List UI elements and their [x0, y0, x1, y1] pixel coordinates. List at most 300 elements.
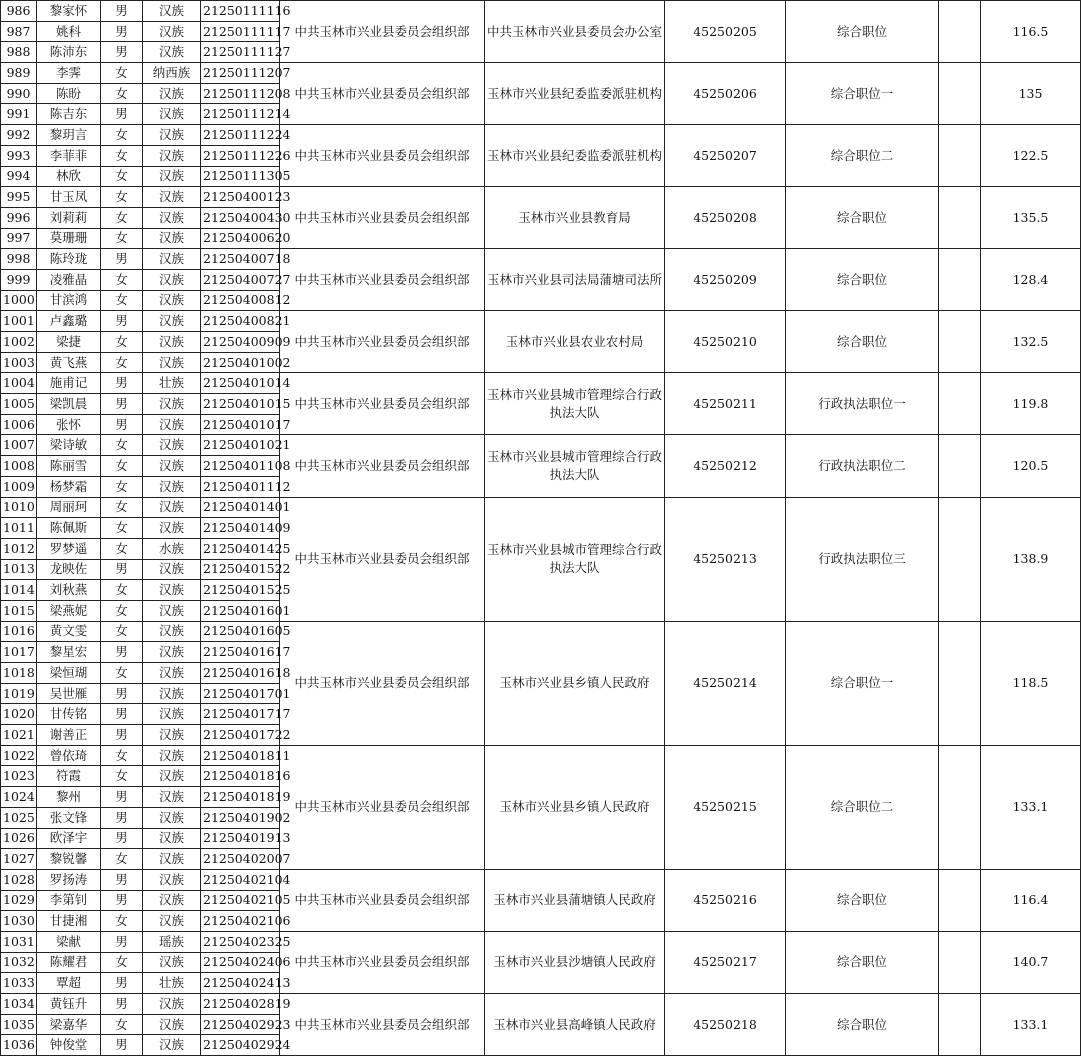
- seq-cell: 1025: [1, 807, 37, 828]
- name-cell: 李菲菲: [37, 145, 101, 166]
- exam-id-cell: 21250111117: [201, 21, 280, 42]
- gender-cell: 女: [101, 952, 143, 973]
- name-cell: 陈佩斯: [37, 518, 101, 539]
- seq-cell: 1015: [1, 600, 37, 621]
- seq-cell: 1002: [1, 332, 37, 353]
- seq-cell: 1027: [1, 849, 37, 870]
- seq-cell: 991: [1, 104, 37, 125]
- name-cell: 钟俊堂: [37, 1035, 101, 1056]
- gender-cell: 男: [101, 787, 143, 808]
- exam-id-cell: 21250401014: [201, 373, 280, 394]
- gender-cell: 男: [101, 869, 143, 890]
- seq-cell: 1000: [1, 290, 37, 311]
- recruiter-cell: 中共玉林市兴业县委员会组织部: [280, 869, 485, 931]
- table-row: [1, 249, 1081, 270]
- min-score-cell: 135: [981, 63, 1081, 125]
- seq-cell: 993: [1, 145, 37, 166]
- employer-cell: 玉林市兴业县城市管理综合行政执法大队: [485, 373, 665, 435]
- table-row: [1, 311, 1081, 332]
- recruiter-cell: 中共玉林市兴业县委员会组织部: [280, 435, 485, 497]
- employer-cell: 玉林市兴业县纪委监委派驻机构: [485, 63, 665, 125]
- seq-cell: 1013: [1, 559, 37, 580]
- name-cell: 罗扬涛: [37, 869, 101, 890]
- ethnicity-cell: 汉族: [143, 559, 201, 580]
- gender-cell: 女: [101, 600, 143, 621]
- position-code-cell: 45250207: [665, 125, 786, 187]
- position-code-cell: 45250206: [665, 63, 786, 125]
- seq-cell: 1018: [1, 663, 37, 684]
- seq-cell: 1020: [1, 704, 37, 725]
- exam-id-cell: 21250401112: [201, 476, 280, 497]
- ethnicity-cell: 汉族: [143, 663, 201, 684]
- position-code-cell: 45250218: [665, 994, 786, 1056]
- name-cell: 龙映佐: [37, 559, 101, 580]
- gender-cell: 女: [101, 290, 143, 311]
- ethnicity-cell: 壮族: [143, 373, 201, 394]
- gender-cell: 女: [101, 663, 143, 684]
- exam-id-cell: 21250401722: [201, 725, 280, 746]
- ethnicity-cell: 汉族: [143, 476, 201, 497]
- remark-cell: [939, 1, 981, 63]
- employer-cell: 玉林市兴业县纪委监委派驻机构: [485, 125, 665, 187]
- ethnicity-cell: 汉族: [143, 683, 201, 704]
- ethnicity-cell: 汉族: [143, 745, 201, 766]
- name-cell: 姚科: [37, 21, 101, 42]
- ethnicity-cell: 汉族: [143, 497, 201, 518]
- gender-cell: 男: [101, 973, 143, 994]
- ethnicity-cell: 汉族: [143, 249, 201, 270]
- gender-cell: 男: [101, 725, 143, 746]
- gender-cell: 男: [101, 683, 143, 704]
- ethnicity-cell: 汉族: [143, 911, 201, 932]
- position-code-cell: 45250217: [665, 931, 786, 993]
- gender-cell: 男: [101, 642, 143, 663]
- position-name-cell: 综合职位: [786, 187, 939, 249]
- ethnicity-cell: 汉族: [143, 807, 201, 828]
- position-code-cell: 45250212: [665, 435, 786, 497]
- ethnicity-cell: 汉族: [143, 435, 201, 456]
- recruiter-cell: 中共玉林市兴业县委员会组织部: [280, 994, 485, 1056]
- seq-cell: 1009: [1, 476, 37, 497]
- gender-cell: 男: [101, 394, 143, 415]
- exam-id-cell: 21250402923: [201, 1014, 280, 1035]
- table-row: [1, 621, 1081, 642]
- table-row: [1, 373, 1081, 394]
- name-cell: 黄飞燕: [37, 352, 101, 373]
- min-score-cell: 135.5: [981, 187, 1081, 249]
- exam-id-cell: 21250111224: [201, 125, 280, 146]
- gender-cell: 女: [101, 1014, 143, 1035]
- exam-id-cell: 21250401409: [201, 518, 280, 539]
- ethnicity-cell: 汉族: [143, 766, 201, 787]
- position-name-cell: 综合职位: [786, 1, 939, 63]
- name-cell: 曾依琦: [37, 745, 101, 766]
- gender-cell: 男: [101, 559, 143, 580]
- gender-cell: 女: [101, 580, 143, 601]
- exam-id-cell: 21250402106: [201, 911, 280, 932]
- name-cell: 刘秋燕: [37, 580, 101, 601]
- remark-cell: [939, 373, 981, 435]
- exam-id-cell: 21250402104: [201, 869, 280, 890]
- position-code-cell: 45250211: [665, 373, 786, 435]
- exam-id-cell: 21250401522: [201, 559, 280, 580]
- ethnicity-cell: 汉族: [143, 621, 201, 642]
- exam-id-cell: 21250401015: [201, 394, 280, 415]
- name-cell: 梁捷: [37, 332, 101, 353]
- position-name-cell: 综合职位二: [786, 125, 939, 187]
- exam-id-cell: 21250401617: [201, 642, 280, 663]
- ethnicity-cell: 汉族: [143, 642, 201, 663]
- position-name-cell: 综合职位二: [786, 745, 939, 869]
- ethnicity-cell: 汉族: [143, 518, 201, 539]
- ethnicity-cell: 汉族: [143, 290, 201, 311]
- exam-id-cell: 21250111208: [201, 83, 280, 104]
- ethnicity-cell: 汉族: [143, 21, 201, 42]
- gender-cell: 女: [101, 352, 143, 373]
- position-code-cell: 45250205: [665, 1, 786, 63]
- exam-id-cell: 21250400430: [201, 207, 280, 228]
- ethnicity-cell: 汉族: [143, 869, 201, 890]
- employer-cell: 玉林市兴业县高峰镇人民政府: [485, 994, 665, 1056]
- name-cell: 梁凯晨: [37, 394, 101, 415]
- name-cell: 刘莉莉: [37, 207, 101, 228]
- exam-id-cell: 21250400821: [201, 311, 280, 332]
- ethnicity-cell: 纳西族: [143, 63, 201, 84]
- recruiter-cell: 中共玉林市兴业县委员会组织部: [280, 621, 485, 745]
- seq-cell: 1028: [1, 869, 37, 890]
- seq-cell: 1001: [1, 311, 37, 332]
- ethnicity-cell: 壮族: [143, 973, 201, 994]
- name-cell: 符霞: [37, 766, 101, 787]
- seq-cell: 1021: [1, 725, 37, 746]
- min-score-cell: 120.5: [981, 435, 1081, 497]
- seq-cell: 992: [1, 125, 37, 146]
- seq-cell: 1007: [1, 435, 37, 456]
- seq-cell: 1004: [1, 373, 37, 394]
- exam-id-cell: 21250400123: [201, 187, 280, 208]
- exam-id-cell: 21250401717: [201, 704, 280, 725]
- ethnicity-cell: 瑶族: [143, 931, 201, 952]
- seq-cell: 1010: [1, 497, 37, 518]
- remark-cell: [939, 931, 981, 993]
- recruiter-cell: 中共玉林市兴业县委员会组织部: [280, 187, 485, 249]
- gender-cell: 男: [101, 704, 143, 725]
- position-name-cell: 综合职位一: [786, 621, 939, 745]
- position-code-cell: 45250213: [665, 497, 786, 621]
- exam-id-cell: 21250402924: [201, 1035, 280, 1056]
- ethnicity-cell: 汉族: [143, 725, 201, 746]
- table-row: [1, 994, 1081, 1015]
- seq-cell: 1011: [1, 518, 37, 539]
- exam-id-cell: 21250401913: [201, 828, 280, 849]
- seq-cell: 989: [1, 63, 37, 84]
- seq-cell: 1036: [1, 1035, 37, 1056]
- position-name-cell: 行政执法职位二: [786, 435, 939, 497]
- remark-cell: [939, 869, 981, 931]
- exam-id-cell: 21250401401: [201, 497, 280, 518]
- gender-cell: 男: [101, 807, 143, 828]
- seq-cell: 1008: [1, 456, 37, 477]
- exam-id-cell: 21250401425: [201, 538, 280, 559]
- ethnicity-cell: 汉族: [143, 828, 201, 849]
- min-score-cell: 133.1: [981, 745, 1081, 869]
- table-row: [1, 1, 1081, 22]
- name-cell: 吴世雁: [37, 683, 101, 704]
- seq-cell: 994: [1, 166, 37, 187]
- name-cell: 黎家怀: [37, 1, 101, 22]
- name-cell: 凌雅晶: [37, 269, 101, 290]
- ethnicity-cell: 汉族: [143, 42, 201, 63]
- exam-id-cell: 21250402819: [201, 994, 280, 1015]
- position-code-cell: 45250214: [665, 621, 786, 745]
- position-code-cell: 45250216: [665, 869, 786, 931]
- gender-cell: 女: [101, 83, 143, 104]
- seq-cell: 1031: [1, 931, 37, 952]
- name-cell: 梁献: [37, 931, 101, 952]
- remark-cell: [939, 311, 981, 373]
- gender-cell: 女: [101, 145, 143, 166]
- ethnicity-cell: 汉族: [143, 600, 201, 621]
- ethnicity-cell: 汉族: [143, 332, 201, 353]
- name-cell: 甘玉凤: [37, 187, 101, 208]
- exam-id-cell: 21250401811: [201, 745, 280, 766]
- gender-cell: 男: [101, 1, 143, 22]
- exam-id-cell: 21250402413: [201, 973, 280, 994]
- seq-cell: 1026: [1, 828, 37, 849]
- ethnicity-cell: 汉族: [143, 1014, 201, 1035]
- ethnicity-cell: 汉族: [143, 890, 201, 911]
- ethnicity-cell: 汉族: [143, 952, 201, 973]
- gender-cell: 女: [101, 166, 143, 187]
- position-name-cell: 综合职位: [786, 994, 939, 1056]
- ethnicity-cell: 汉族: [143, 456, 201, 477]
- ethnicity-cell: 汉族: [143, 787, 201, 808]
- position-name-cell: 综合职位: [786, 249, 939, 311]
- gender-cell: 男: [101, 104, 143, 125]
- employer-cell: 玉林市兴业县城市管理综合行政执法大队: [485, 435, 665, 497]
- name-cell: 陈盼: [37, 83, 101, 104]
- ethnicity-cell: 汉族: [143, 352, 201, 373]
- seq-cell: 1005: [1, 394, 37, 415]
- recruiter-cell: 中共玉林市兴业县委员会组织部: [280, 125, 485, 187]
- employer-cell: 玉林市兴业县乡镇人民政府: [485, 621, 665, 745]
- seq-cell: 1006: [1, 414, 37, 435]
- name-cell: 黎锐馨: [37, 849, 101, 870]
- name-cell: 杨梦霜: [37, 476, 101, 497]
- recruiter-cell: 中共玉林市兴业县委员会组织部: [280, 311, 485, 373]
- recruiter-cell: 中共玉林市兴业县委员会组织部: [280, 63, 485, 125]
- seq-cell: 1030: [1, 911, 37, 932]
- remark-cell: [939, 125, 981, 187]
- min-score-cell: 138.9: [981, 497, 1081, 621]
- exam-id-cell: 21250401605: [201, 621, 280, 642]
- gender-cell: 男: [101, 373, 143, 394]
- seq-cell: 1029: [1, 890, 37, 911]
- seq-cell: 999: [1, 269, 37, 290]
- recruiter-cell: 中共玉林市兴业县委员会组织部: [280, 249, 485, 311]
- seq-cell: 1014: [1, 580, 37, 601]
- name-cell: 陈玲珑: [37, 249, 101, 270]
- name-cell: 罗梦遥: [37, 538, 101, 559]
- name-cell: 甘传铭: [37, 704, 101, 725]
- position-code-cell: 45250209: [665, 249, 786, 311]
- recruiter-cell: 中共玉林市兴业县委员会组织部: [280, 1, 485, 63]
- name-cell: 黎玥言: [37, 125, 101, 146]
- name-cell: 黎星宏: [37, 642, 101, 663]
- seq-cell: 1022: [1, 745, 37, 766]
- ethnicity-cell: 水族: [143, 538, 201, 559]
- exam-id-cell: 21250400718: [201, 249, 280, 270]
- name-cell: 陈丽雪: [37, 456, 101, 477]
- name-cell: 甘捷湘: [37, 911, 101, 932]
- exam-id-cell: 21250401816: [201, 766, 280, 787]
- exam-id-cell: 21250401108: [201, 456, 280, 477]
- employer-cell: 玉林市兴业县农业农村局: [485, 311, 665, 373]
- employer-cell: 玉林市兴业县乡镇人民政府: [485, 745, 665, 869]
- ethnicity-cell: 汉族: [143, 311, 201, 332]
- ethnicity-cell: 汉族: [143, 580, 201, 601]
- position-name-cell: 行政执法职位一: [786, 373, 939, 435]
- name-cell: 李第钊: [37, 890, 101, 911]
- exam-id-cell: 21250111226: [201, 145, 280, 166]
- table-row: [1, 125, 1081, 146]
- gender-cell: 男: [101, 994, 143, 1015]
- gender-cell: 女: [101, 497, 143, 518]
- exam-id-cell: 21250400909: [201, 332, 280, 353]
- gender-cell: 女: [101, 269, 143, 290]
- seq-cell: 1033: [1, 973, 37, 994]
- name-cell: 卢鑫璐: [37, 311, 101, 332]
- name-cell: 梁嘉华: [37, 1014, 101, 1035]
- table-row: [1, 869, 1081, 890]
- seq-cell: 1034: [1, 994, 37, 1015]
- seq-cell: 1016: [1, 621, 37, 642]
- name-cell: 林欣: [37, 166, 101, 187]
- name-cell: 张文锋: [37, 807, 101, 828]
- gender-cell: 女: [101, 207, 143, 228]
- exam-id-cell: 21250111214: [201, 104, 280, 125]
- gender-cell: 女: [101, 63, 143, 84]
- exam-id-cell: 21250401701: [201, 683, 280, 704]
- ethnicity-cell: 汉族: [143, 394, 201, 415]
- table-row: [1, 187, 1081, 208]
- gender-cell: 女: [101, 621, 143, 642]
- exam-id-cell: 21250401601: [201, 600, 280, 621]
- gender-cell: 男: [101, 828, 143, 849]
- exam-id-cell: 21250401525: [201, 580, 280, 601]
- name-cell: 张怀: [37, 414, 101, 435]
- seq-cell: 997: [1, 228, 37, 249]
- min-score-cell: 118.5: [981, 621, 1081, 745]
- seq-cell: 990: [1, 83, 37, 104]
- exam-id-cell: 21250401021: [201, 435, 280, 456]
- table-row: [1, 435, 1081, 456]
- name-cell: 黄文雯: [37, 621, 101, 642]
- employer-cell: 中共玉林市兴业县委员会办公室: [485, 1, 665, 63]
- exam-id-cell: 21250402406: [201, 952, 280, 973]
- ethnicity-cell: 汉族: [143, 145, 201, 166]
- name-cell: 梁诗敏: [37, 435, 101, 456]
- seq-cell: 1017: [1, 642, 37, 663]
- recruiter-cell: 中共玉林市兴业县委员会组织部: [280, 745, 485, 869]
- remark-cell: [939, 497, 981, 621]
- table-body: [1, 1, 1081, 1056]
- gender-cell: 女: [101, 849, 143, 870]
- position-code-cell: 45250210: [665, 311, 786, 373]
- gender-cell: 男: [101, 890, 143, 911]
- ethnicity-cell: 汉族: [143, 125, 201, 146]
- seq-cell: 1012: [1, 538, 37, 559]
- ethnicity-cell: 汉族: [143, 166, 201, 187]
- name-cell: 黎州: [37, 787, 101, 808]
- remark-cell: [939, 249, 981, 311]
- seq-cell: 1023: [1, 766, 37, 787]
- table-row: [1, 497, 1081, 518]
- seq-cell: 986: [1, 1, 37, 22]
- gender-cell: 男: [101, 42, 143, 63]
- gender-cell: 男: [101, 249, 143, 270]
- exam-id-cell: 21250111207: [201, 63, 280, 84]
- seq-cell: 1035: [1, 1014, 37, 1035]
- gender-cell: 男: [101, 1035, 143, 1056]
- name-cell: 梁恒瑚: [37, 663, 101, 684]
- employer-cell: 玉林市兴业县教育局: [485, 187, 665, 249]
- seq-cell: 1032: [1, 952, 37, 973]
- name-cell: 周丽珂: [37, 497, 101, 518]
- name-cell: 陈沛东: [37, 42, 101, 63]
- exam-id-cell: 21250402325: [201, 931, 280, 952]
- name-cell: 欧泽宇: [37, 828, 101, 849]
- seq-cell: 1019: [1, 683, 37, 704]
- name-cell: 黄钰升: [37, 994, 101, 1015]
- exam-id-cell: 21250111305: [201, 166, 280, 187]
- ethnicity-cell: 汉族: [143, 83, 201, 104]
- gender-cell: 男: [101, 414, 143, 435]
- ethnicity-cell: 汉族: [143, 994, 201, 1015]
- min-score-cell: 122.5: [981, 125, 1081, 187]
- remark-cell: [939, 187, 981, 249]
- seq-cell: 1024: [1, 787, 37, 808]
- name-cell: 陈吉东: [37, 104, 101, 125]
- name-cell: 甘滨鸿: [37, 290, 101, 311]
- employer-cell: 玉林市兴业县司法局蒲塘司法所: [485, 249, 665, 311]
- exam-id-cell: 21250401017: [201, 414, 280, 435]
- ethnicity-cell: 汉族: [143, 1035, 201, 1056]
- position-name-cell: 行政执法职位三: [786, 497, 939, 621]
- gender-cell: 女: [101, 456, 143, 477]
- exam-id-cell: 21250400812: [201, 290, 280, 311]
- min-score-cell: 132.5: [981, 311, 1081, 373]
- exam-id-cell: 21250402105: [201, 890, 280, 911]
- name-cell: 莫珊珊: [37, 228, 101, 249]
- min-score-cell: 116.4: [981, 869, 1081, 931]
- name-cell: 李霁: [37, 63, 101, 84]
- gender-cell: 女: [101, 476, 143, 497]
- ethnicity-cell: 汉族: [143, 207, 201, 228]
- position-code-cell: 45250215: [665, 745, 786, 869]
- ethnicity-cell: 汉族: [143, 228, 201, 249]
- exam-id-cell: 21250400727: [201, 269, 280, 290]
- remark-cell: [939, 621, 981, 745]
- position-name-cell: 综合职位: [786, 869, 939, 931]
- gender-cell: 女: [101, 745, 143, 766]
- seq-cell: 996: [1, 207, 37, 228]
- ethnicity-cell: 汉族: [143, 269, 201, 290]
- employer-cell: 玉林市兴业县沙塘镇人民政府: [485, 931, 665, 993]
- remark-cell: [939, 63, 981, 125]
- position-name-cell: 综合职位: [786, 931, 939, 993]
- position-code-cell: 45250208: [665, 187, 786, 249]
